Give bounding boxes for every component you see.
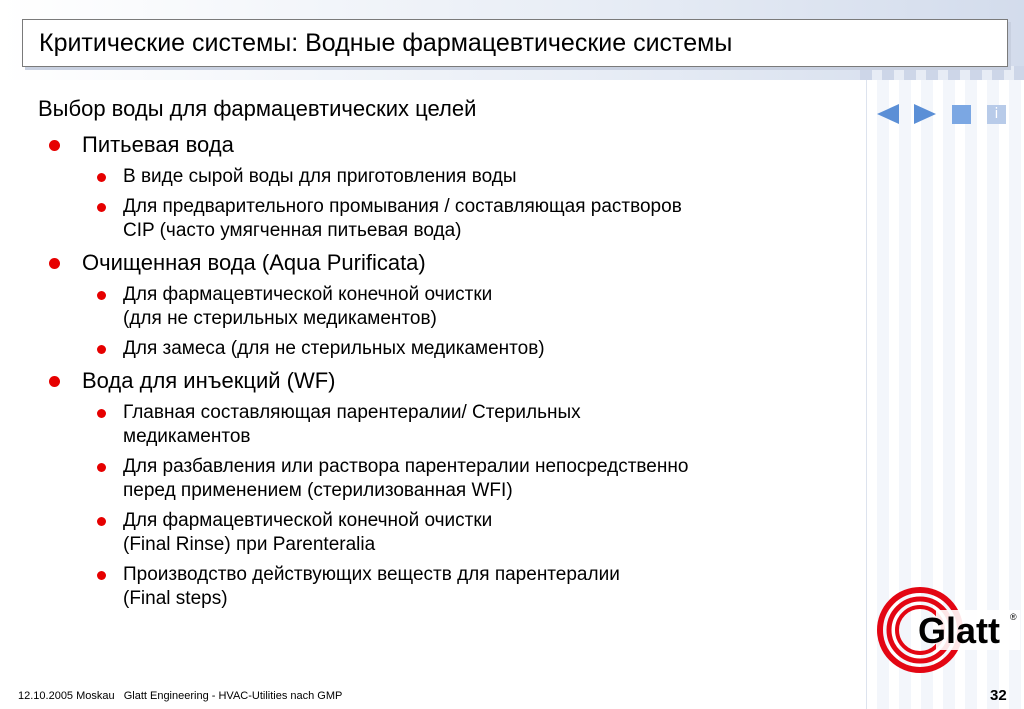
logo-registered: ® bbox=[1010, 612, 1017, 622]
bullet-icon bbox=[97, 409, 106, 418]
footer-date: 12.10.2005 Moskau bbox=[18, 690, 115, 702]
bullet-icon bbox=[97, 517, 106, 526]
glatt-logo-icon bbox=[876, 586, 1020, 674]
previous-arrow-icon[interactable] bbox=[877, 104, 899, 124]
list-item-line: перед применением (стерилизованная WFI) bbox=[123, 480, 513, 501]
list-item-line: CIP (часто умягченная питьевая вода) bbox=[123, 220, 462, 241]
bullet-icon bbox=[49, 258, 60, 269]
bullet-icon bbox=[97, 203, 106, 212]
list-item bbox=[38, 195, 858, 243]
page-number: 32 bbox=[990, 687, 1007, 704]
list-item-line: Для фармацевтической конечной очистки bbox=[123, 284, 493, 305]
section-item bbox=[38, 367, 858, 395]
list-item-line: (Final steps) bbox=[123, 588, 228, 609]
slide-content bbox=[38, 95, 858, 617]
info-icon[interactable]: i bbox=[987, 105, 1006, 124]
content-subtitle: Выбор воды для фармацевтических целей bbox=[38, 96, 477, 121]
list-item-line: Для замеса (для не стерильных медикаментов) bbox=[123, 338, 545, 359]
home-square-icon[interactable] bbox=[952, 105, 971, 124]
section-label: Вода для инъекций (WF) bbox=[82, 368, 336, 393]
next-arrow-icon[interactable] bbox=[914, 104, 936, 124]
list-item-line: Для предварительного промывания / составляющая растворов bbox=[123, 196, 682, 217]
list-item-line: Для разбавления или раствора парентералии непосредственно bbox=[123, 456, 689, 477]
bullet-icon bbox=[97, 463, 106, 472]
bullet-icon bbox=[97, 345, 106, 354]
bullet-icon bbox=[49, 140, 60, 151]
list-item bbox=[38, 337, 858, 361]
section-label: Очищенная вода (Aqua Purificata) bbox=[82, 250, 426, 275]
list-item-line: (Final Rinse) при Parenteralia bbox=[123, 534, 376, 555]
list-item-line: В виде сырой воды для приготовления воды bbox=[123, 166, 517, 187]
footer-company: Glatt Engineering - HVAC-Utilities nach GMP bbox=[123, 690, 343, 702]
list-item bbox=[38, 509, 858, 557]
list-item bbox=[38, 401, 858, 449]
page-title: Критические системы: Водные фармацевтические системы bbox=[39, 29, 733, 57]
bullet-icon bbox=[97, 291, 106, 300]
section-item bbox=[38, 249, 858, 277]
footer bbox=[18, 690, 348, 702]
logo-text: Glatt bbox=[918, 610, 1001, 651]
list-item-line: Главная составляющая парентералии/ Стерильных bbox=[123, 402, 581, 423]
bullet-icon bbox=[97, 173, 106, 182]
list-item bbox=[38, 563, 858, 611]
list-item bbox=[38, 455, 858, 503]
bullet-icon bbox=[97, 571, 106, 580]
section-item bbox=[38, 131, 858, 159]
list-item bbox=[38, 165, 858, 189]
list-item bbox=[38, 283, 858, 331]
bullet-icon bbox=[49, 376, 60, 387]
list-item-line: (для не стерильных медикаментов) bbox=[123, 308, 437, 329]
title-box bbox=[22, 19, 1008, 67]
list-item-line: Для фармацевтической конечной очистки bbox=[123, 510, 493, 531]
list-item-line: медикаментов bbox=[123, 426, 251, 447]
list-item-line: Производство действующих веществ для парентералии bbox=[123, 564, 620, 585]
section-label: Питьевая вода bbox=[82, 132, 234, 157]
